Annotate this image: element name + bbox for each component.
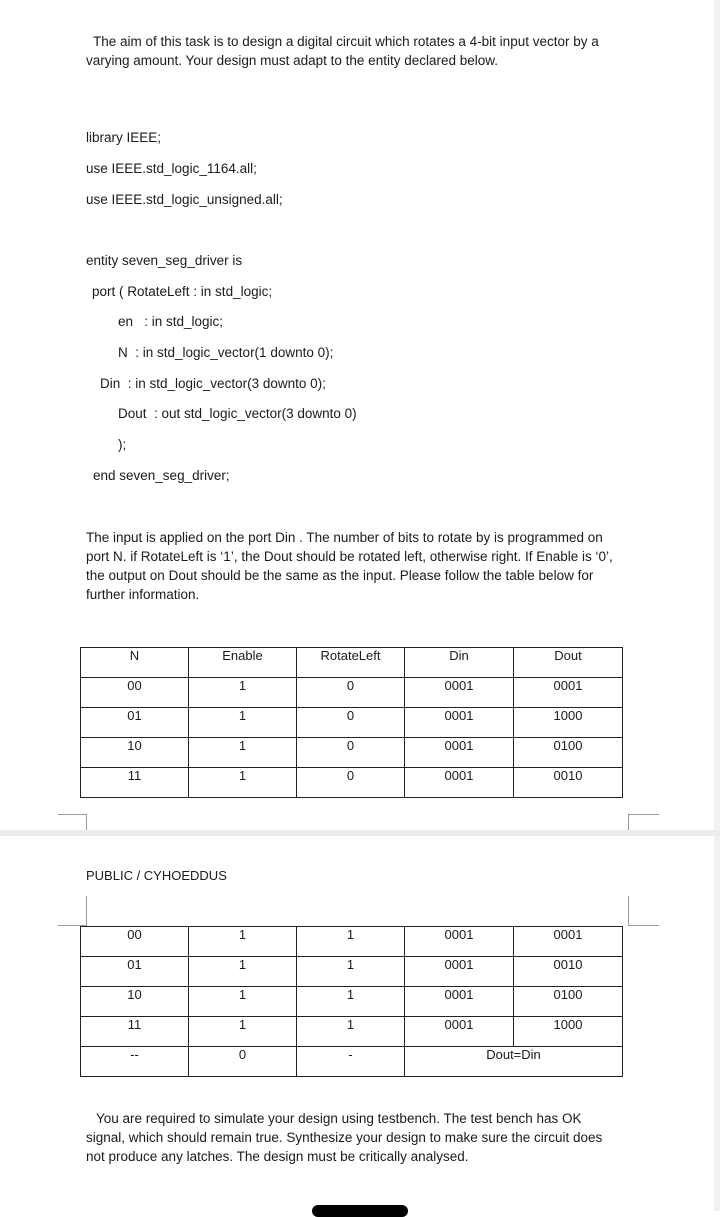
cell-rotateleft: 0: [297, 678, 405, 708]
cell-n: 01: [81, 957, 189, 987]
cell-enable: 1: [189, 927, 297, 957]
cell-din: 0001: [405, 957, 514, 987]
table-row: [81, 957, 623, 987]
cell-n: 01: [81, 708, 189, 738]
crop-mark-top-right: [628, 896, 659, 926]
truth-table-rotate-left: [80, 926, 623, 1077]
cell-n: 00: [81, 927, 189, 957]
table-row: [81, 738, 623, 768]
cell-n: 10: [81, 987, 189, 1017]
truth-table-rotate-right: [80, 647, 623, 798]
column-header-enable: Enable: [189, 648, 297, 678]
table-row: [81, 987, 623, 1017]
code-line-use-1164: use IEEE.std_logic_1164.all;: [86, 161, 257, 176]
table-row: [81, 708, 623, 738]
cell-n: 11: [81, 768, 189, 798]
cell-din: 0001: [405, 678, 514, 708]
code-line-port-n: N : in std_logic_vector(1 downto 0);: [118, 345, 334, 360]
code-line-close-paren: );: [118, 437, 127, 452]
cell-rotateleft: 1: [297, 957, 405, 987]
cell-din: 0001: [405, 768, 514, 798]
cell-rotateleft: 1: [297, 927, 405, 957]
cell-dout: 0001: [514, 927, 623, 957]
cell-din: 0001: [405, 1017, 514, 1047]
cell-dout: 0001: [514, 678, 623, 708]
table-header-row: [81, 648, 623, 678]
table-row: [81, 927, 623, 957]
code-line-port-dout: Dout : out std_logic_vector(3 downto 0): [118, 406, 357, 421]
description-paragraph: The input is applied on the port Din . The number of bits to rotate by is programmed on port N. if RotateLeft is ‘1’, the Dout should be rotated left, otherwise right. If Enable is ‘0’, the output on Dout should be the same as the input. Please follow the table below for further information.: [86, 530, 613, 602]
cell-rotateleft: 0: [297, 768, 405, 798]
home-indicator[interactable]: [312, 1205, 408, 1217]
cell-n: 11: [81, 1017, 189, 1047]
cell-din: 0001: [405, 927, 514, 957]
cell-din: 0001: [405, 987, 514, 1017]
code-line-use-unsigned: use IEEE.std_logic_unsigned.all;: [86, 192, 283, 207]
cell-enable: 1: [189, 987, 297, 1017]
column-header-dout: Dout: [514, 648, 623, 678]
closing-paragraph: You are required to simulate your design using testbench. The test bench has OK signal, which should remain true. Synthesize your design to make sure the circuit does not produce any latches. The design must be critically analysed.: [86, 1111, 603, 1164]
crop-mark-bottom-left: [58, 814, 87, 830]
cell-dout-equals-din: Dout=Din: [405, 1047, 623, 1077]
code-line-library: library IEEE;: [86, 130, 162, 145]
cell-dout: 0100: [514, 987, 623, 1017]
cell-rotateleft: 1: [297, 1017, 405, 1047]
classification-label: PUBLIC / CYHOEDDUS: [86, 868, 227, 883]
cell-enable: 1: [189, 738, 297, 768]
cell-n: --: [81, 1047, 189, 1077]
cell-enable: 1: [189, 957, 297, 987]
table-row: [81, 678, 623, 708]
code-line-entity: entity seven_seg_driver is: [86, 253, 243, 268]
code-line-port-rotateleft: port ( RotateLeft : in std_logic;: [92, 284, 273, 299]
table-row-disabled: [81, 1047, 623, 1077]
cell-din: 0001: [405, 708, 514, 738]
crop-mark-top-left: [58, 896, 87, 926]
cell-enable: 0: [189, 1047, 297, 1077]
cell-rotateleft: 0: [297, 708, 405, 738]
cell-enable: 1: [189, 768, 297, 798]
table-row: [81, 1017, 623, 1047]
code-line-end-entity: end seven_seg_driver;: [93, 468, 230, 483]
cell-n: 00: [81, 678, 189, 708]
cell-rotateleft: 0: [297, 738, 405, 768]
crop-mark-bottom-right: [628, 814, 659, 830]
cell-rotateleft: 1: [297, 987, 405, 1017]
code-line-port-din: Din : in std_logic_vector(3 downto 0);: [100, 376, 326, 391]
cell-enable: 1: [189, 1017, 297, 1047]
column-header-rotateleft: RotateLeft: [297, 648, 405, 678]
cell-n: 10: [81, 738, 189, 768]
cell-dout: 1000: [514, 708, 623, 738]
page-edge-shadow: [714, 0, 720, 1211]
cell-din: 0001: [405, 738, 514, 768]
column-header-din: Din: [405, 648, 514, 678]
cell-enable: 1: [189, 708, 297, 738]
cell-enable: 1: [189, 678, 297, 708]
cell-rotateleft: -: [297, 1047, 405, 1077]
column-header-n: N: [81, 648, 189, 678]
cell-dout: 0100: [514, 738, 623, 768]
intro-paragraph: The aim of this task is to design a digital circuit which rotates a 4-bit input vector by a varying amount. Your design must adapt to the entity declared below.: [86, 34, 599, 68]
cell-dout: 0010: [514, 957, 623, 987]
table-row: [81, 768, 623, 798]
cell-dout: 0010: [514, 768, 623, 798]
code-line-port-en: en : in std_logic;: [118, 314, 224, 329]
cell-dout: 1000: [514, 1017, 623, 1047]
